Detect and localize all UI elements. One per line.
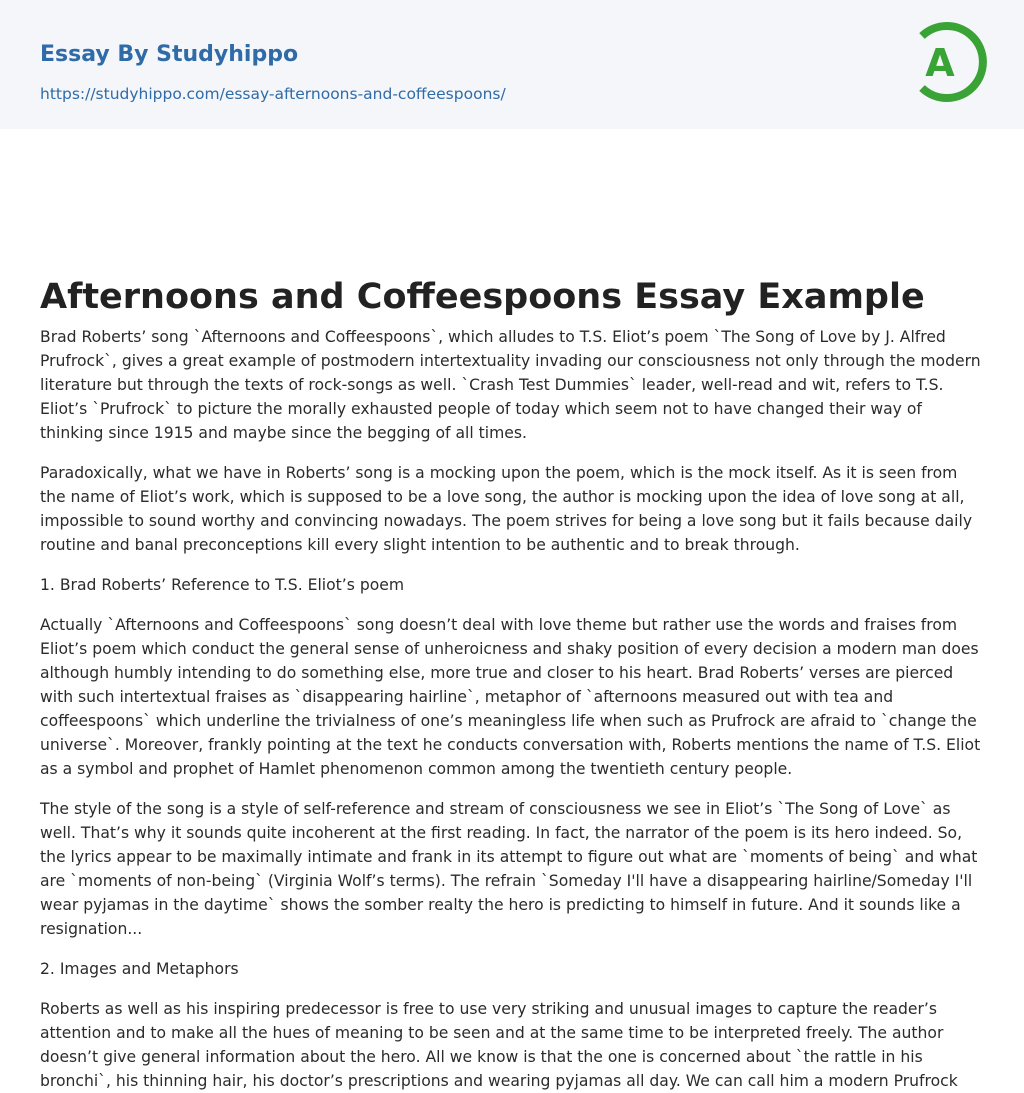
article-body bbox=[40, 325, 984, 1093]
paragraph-2: Paradoxically, what we have in Roberts’ song is a mocking upon the poem, which is the mock itself. As it is seen from the name of Eliot’s work, which is supposed to be a love song, the author is mocking upon the idea of love song at all, impossible to sound worthy and convincing nowadays. The poem strives for being a love song but it fails because daily routine and banal preconceptions kill every slight intention to be authentic and to break through. bbox=[40, 464, 973, 554]
site-brand[interactable]: Essay By Studyhippo bbox=[40, 42, 299, 67]
article bbox=[0, 129, 1024, 1093]
section-heading-2: 2. Images and Metaphors bbox=[40, 960, 239, 978]
site-header bbox=[0, 0, 1024, 129]
essay-url-link[interactable]: https://studyhippo.com/essay-afternoons-and-coffeespoons/ bbox=[40, 85, 506, 103]
page-title: Afternoons and Coffeespoons Essay Example bbox=[40, 277, 925, 317]
paragraph-1: Brad Roberts’ song `Afternoons and Coffeespoons`, which alludes to T.S. Eliot’s poem `The Song of Love by J. Alfred Prufrock`, gives a great example of postmodern intertextuality invading our consciousness not only through the modern literature but through the texts of rock-songs as well. `Crash Test Dummies` leader, well-read and wit, refers to T.S. Eliot’s `Prufrock` to picture the morally exhausted people of today which seem not to have changed their way of thinking since 1915 and maybe since the begging of all times. bbox=[40, 328, 981, 442]
section-heading-1: 1. Brad Roberts’ Reference to T.S. Eliot’s poem bbox=[40, 576, 405, 594]
paragraph-3: Actually `Afternoons and Coffeespoons` song doesn’t deal with love theme but rather use the words and fraises from Eliot’s poem which conduct the general sense of unheroicness and shaky position of every decision a modern man does although humbly intending to do something else, more true and closer to his heart. Brad Roberts’ verses are pierced with such intertextual fraises as `disappearing hairline`, metaphor of `afternoons measured out with tea and coffeespoons` which underline the trivialness of one’s meaningless life when such as Prufrock are afraid to `change the universe`. Moreover, frankly pointing at the text he conducts conversation with, Roberts mentions the name of T.S. Eliot as a symbol and prophet of Hamlet phenomenon common among the twentieth century people. bbox=[40, 616, 981, 778]
paragraph-5: Roberts as well as his inspiring predecessor is free to use very striking and unusual images to capture the reader’s attention and to make all the hues of meaning to be seen and at the same time to be interpreted freely. The author doesn’t give general information about the hero. All we know is that the one is concerned about `the rattle in his bronchi`, his thinning hair, his doctor’s prescriptions and wearing pyjamas all day. We can call him a modern Prufrock bbox=[40, 1000, 958, 1090]
logo-a-ring-icon[interactable] bbox=[908, 18, 988, 106]
paragraph-4: The style of the song is a style of self-reference and stream of consciousness we see in Eliot’s `The Song of Love` as well. That’s why it sounds quite incoherent at the first reading. In fact, the narrator of the poem is its hero indeed. So, the lyrics appear to be maximally intimate and frank in its attempt to figure out what are `moments of being` and what are `moments of non-being` (Virginia Wolf’s terms). The refrain `Someday I'll have a disappearing hairline/Someday I'll wear pyjamas in the daytime` shows the somber realty the hero is predicting to himself in future. And it sounds like a resignation... bbox=[40, 800, 978, 938]
logo-letter: A bbox=[925, 41, 955, 85]
